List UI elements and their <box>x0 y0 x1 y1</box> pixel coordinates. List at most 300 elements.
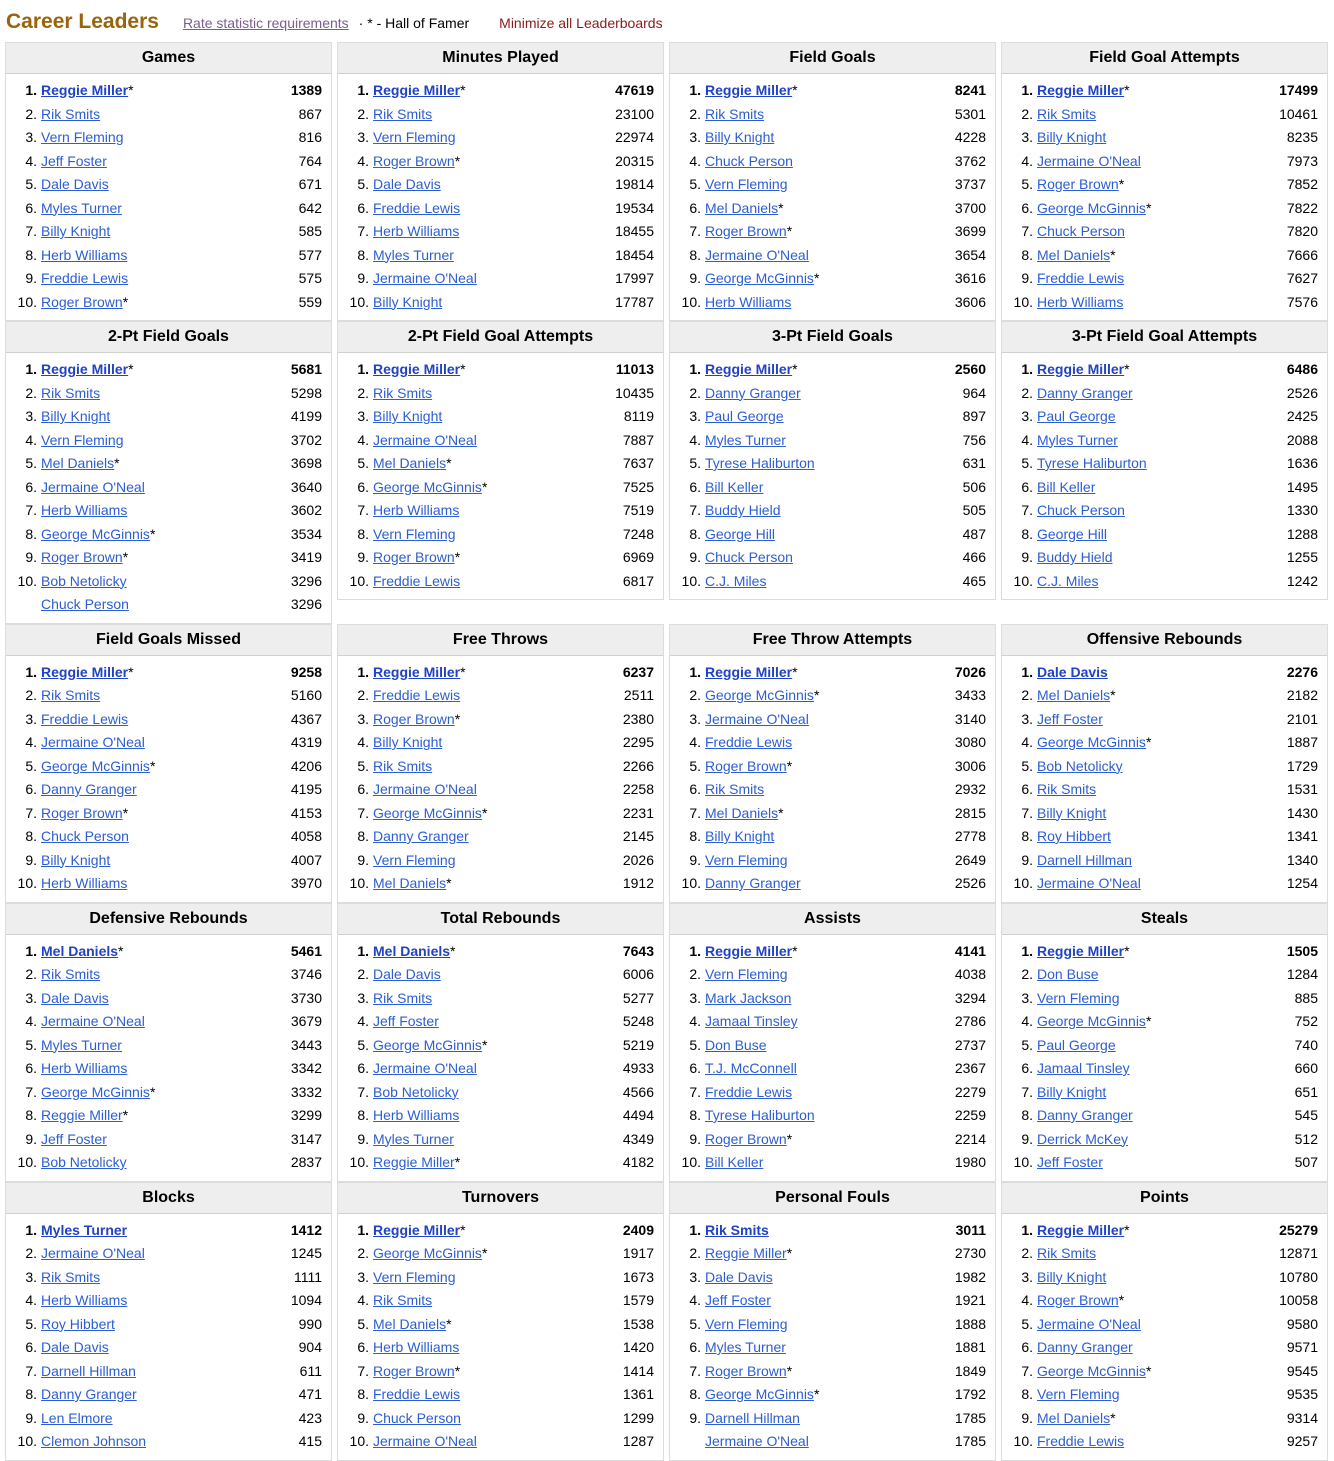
leaderboard-row <box>6 1266 331 1290</box>
player-link[interactable]: Danny Granger <box>1037 1107 1133 1123</box>
player-link[interactable]: Don Buse <box>1037 966 1099 982</box>
stat-value: 575 <box>298 270 322 286</box>
stat-value: 505 <box>962 502 986 518</box>
player-link[interactable]: Mel Daniels <box>1037 246 1111 263</box>
player-cell <box>1037 1128 1128 1152</box>
player-link[interactable]: Herb Williams <box>705 293 792 310</box>
rank: 9. <box>1021 549 1033 565</box>
leaderboard-row <box>338 661 663 685</box>
player-link[interactable]: Billy Knight <box>41 408 111 424</box>
player-link[interactable]: George McGinnis <box>1037 199 1146 216</box>
player-link[interactable]: Rik Smits <box>1037 105 1097 122</box>
rank: 1. <box>25 82 37 98</box>
player-link[interactable]: Mel Daniels <box>705 199 779 216</box>
player-link[interactable]: Paul George <box>1037 408 1116 424</box>
player-link[interactable]: Jermaine O'Neal <box>1037 875 1141 891</box>
player-cell <box>705 1219 769 1243</box>
player-link[interactable]: Roger Brown <box>373 152 455 169</box>
player-link[interactable]: Bob Netolicky <box>1037 757 1123 774</box>
player-link[interactable]: Bob Netolicky <box>373 1083 459 1100</box>
player-link[interactable]: Vern Fleming <box>41 129 124 145</box>
player-link[interactable]: Reggie Miller <box>1037 942 1125 959</box>
stat-value: 415 <box>298 1433 322 1449</box>
player-link[interactable]: Rik Smits <box>1037 781 1097 797</box>
player-link[interactable]: Billy Knight <box>373 293 443 310</box>
player-link[interactable]: Roger Brown <box>705 223 787 239</box>
player-link[interactable]: Jermaine O'Neal <box>373 431 477 448</box>
player-link[interactable]: Mel Daniels <box>373 455 447 471</box>
player-link[interactable]: Roger Brown <box>705 1362 787 1379</box>
player-cell <box>1037 987 1119 1011</box>
player-link[interactable]: Herb Williams <box>373 223 460 239</box>
player-link[interactable]: Buddy Hield <box>705 502 781 518</box>
player-cell <box>41 173 109 197</box>
player-link[interactable]: Myles Turner <box>373 1130 454 1147</box>
player-link[interactable]: Rik Smits <box>373 105 433 122</box>
rank: 8. <box>357 1386 369 1402</box>
minimize-all-leaderboards-link[interactable]: Minimize all Leaderboards <box>499 15 663 31</box>
player-link[interactable]: George McGinnis <box>705 1386 814 1402</box>
rank: 9. <box>25 1409 37 1426</box>
player-link[interactable]: Dale Davis <box>1037 663 1108 680</box>
player-link[interactable]: Rik Smits <box>705 781 765 797</box>
player-link[interactable]: Danny Granger <box>705 384 801 401</box>
player-link[interactable]: George Hill <box>705 525 776 542</box>
player-link[interactable]: Myles Turner <box>705 431 786 448</box>
player-link[interactable]: Dale Davis <box>41 1339 109 1355</box>
player-link[interactable]: George McGinnis <box>1037 1362 1146 1379</box>
player-link[interactable]: Rik Smits <box>373 1292 433 1308</box>
player-link[interactable]: Myles Turner <box>41 1221 128 1238</box>
player-link[interactable]: Paul George <box>1037 1036 1116 1053</box>
player-link[interactable]: Reggie Miller <box>373 82 461 98</box>
player-link[interactable]: Myles Turner <box>41 1036 122 1053</box>
player-link[interactable]: Rik Smits <box>1037 1245 1097 1261</box>
player-cell <box>1037 220 1125 244</box>
player-link[interactable]: Jermaine O'Neal <box>705 1433 809 1449</box>
player-link[interactable]: Tyrese Haliburton <box>705 1107 815 1123</box>
player-cell <box>373 1266 455 1290</box>
leaderboard-row <box>6 405 331 429</box>
leaderboard-row <box>670 499 995 523</box>
rate-statistic-requirements-link[interactable]: Rate statistic requirements <box>182 15 349 31</box>
player-link[interactable]: C.J. Miles <box>1037 572 1099 589</box>
player-link[interactable]: Jeff Foster <box>1037 710 1103 727</box>
player-link[interactable]: Bob Netolicky <box>41 572 127 589</box>
stat-value: 3746 <box>290 966 322 982</box>
player-link[interactable]: Billy Knight <box>1037 1268 1107 1285</box>
player-link[interactable]: Dale Davis <box>705 1268 773 1285</box>
hall-of-fame-marker: * <box>122 1107 129 1123</box>
rank: 10. <box>349 293 369 310</box>
player-link[interactable]: Darnell Hillman <box>41 1362 136 1379</box>
player-link[interactable]: Reggie Miller <box>41 1107 123 1123</box>
player-link[interactable]: Jermaine O'Neal <box>41 734 145 750</box>
leaderboard-row <box>338 1034 663 1058</box>
player-link[interactable]: George McGinnis <box>705 270 814 286</box>
player-link[interactable]: Reggie Miller <box>41 361 129 377</box>
player-link[interactable]: Reggie Miller <box>1037 82 1125 98</box>
player-link[interactable]: Rik Smits <box>373 989 433 1006</box>
player-link[interactable]: C.J. Miles <box>705 572 767 589</box>
stat-value: 2409 <box>622 1221 654 1238</box>
player-link[interactable]: Herb Williams <box>41 1060 128 1076</box>
leaderboard-row <box>670 382 995 406</box>
leaderboard-row <box>1002 405 1327 429</box>
stat-value: 2088 <box>1286 431 1318 448</box>
player-link[interactable]: T.J. McConnell <box>705 1060 797 1076</box>
player-link[interactable]: George Hill <box>1037 525 1108 542</box>
player-link[interactable]: Dale Davis <box>373 966 441 982</box>
player-link[interactable]: Reggie Miller <box>705 942 793 959</box>
player-link[interactable]: Bill Keller <box>705 478 764 495</box>
player-link[interactable]: Rik Smits <box>705 105 765 122</box>
stat-value: 1917 <box>622 1245 654 1261</box>
player-cell <box>705 661 798 685</box>
player-cell <box>705 1383 819 1407</box>
player-link[interactable]: Freddie Lewis <box>1037 270 1125 286</box>
player-link[interactable]: Roger Brown <box>373 710 455 727</box>
player-link[interactable]: Roger Brown <box>705 1130 787 1147</box>
stat-value: 1420 <box>622 1339 654 1355</box>
player-link[interactable]: Chuck Person <box>373 1409 461 1426</box>
player-link[interactable]: Danny Granger <box>41 781 137 797</box>
player-link[interactable]: Roger Brown <box>373 549 455 565</box>
player-link[interactable]: Roy Hibbert <box>1037 828 1111 844</box>
player-link[interactable]: Billy Knight <box>373 734 443 750</box>
rank: 4. <box>357 431 369 448</box>
player-link[interactable]: George McGinnis <box>41 1083 150 1100</box>
player-link[interactable]: Vern Fleming <box>1037 1386 1120 1402</box>
stat-value: 11013 <box>615 361 654 377</box>
player-link[interactable]: Jermaine O'Neal <box>373 1433 477 1449</box>
player-link[interactable]: Mel Daniels <box>373 875 447 891</box>
player-link[interactable]: Mel Daniels <box>41 942 119 959</box>
player-link[interactable]: Chuck Person <box>1037 502 1125 518</box>
player-link[interactable]: Jeff Foster <box>705 1292 771 1308</box>
leaderboards-grid <box>5 42 1328 1461</box>
player-link[interactable]: Roger Brown <box>41 549 123 565</box>
player-link[interactable]: Vern Fleming <box>705 1315 788 1332</box>
player-link[interactable]: Chuck Person <box>41 828 129 844</box>
player-link[interactable]: Vern Fleming <box>373 1268 456 1285</box>
player-link[interactable]: Billy Knight <box>41 851 111 868</box>
rank: 4. <box>357 734 369 750</box>
player-cell <box>373 849 455 873</box>
player-link[interactable]: George McGinnis <box>41 757 150 774</box>
player-link[interactable]: Chuck Person <box>705 152 793 169</box>
player-link[interactable]: Jeff Foster <box>1037 1154 1103 1170</box>
player-link[interactable]: Freddie Lewis <box>41 710 129 727</box>
player-cell <box>705 940 798 964</box>
player-link[interactable]: Jermaine O'Neal <box>373 781 477 797</box>
player-link[interactable]: Reggie Miller <box>705 663 793 680</box>
player-cell <box>41 1128 107 1152</box>
rank: 8. <box>1021 246 1033 263</box>
player-link[interactable]: Billy Knight <box>373 408 443 424</box>
player-link[interactable]: Roger Brown <box>373 1362 455 1379</box>
player-link[interactable]: Jeff Foster <box>41 1130 107 1147</box>
player-link[interactable]: Vern Fleming <box>373 851 456 868</box>
player-link[interactable]: Myles Turner <box>373 246 454 263</box>
player-link[interactable]: Reggie Miller <box>373 1154 455 1170</box>
player-link[interactable]: Rik Smits <box>41 966 101 982</box>
player-link[interactable]: Jermaine O'Neal <box>705 710 809 727</box>
player-link[interactable]: Reggie Miller <box>705 1245 787 1261</box>
player-link[interactable]: Rik Smits <box>41 105 101 122</box>
leaderboard-row <box>338 849 663 873</box>
player-link[interactable]: Dale Davis <box>41 176 109 192</box>
player-link[interactable]: Danny Granger <box>705 875 801 891</box>
player-link[interactable]: Vern Fleming <box>705 966 788 982</box>
player-link[interactable]: Mel Daniels <box>41 455 115 471</box>
player-link[interactable]: Roger Brown <box>1037 176 1119 192</box>
leaderboard-row <box>1002 1057 1327 1081</box>
player-cell <box>373 291 442 315</box>
hall-of-fame-marker: * <box>450 942 456 959</box>
player-cell <box>373 1219 466 1243</box>
player-link[interactable]: Jermaine O'Neal <box>41 1013 145 1029</box>
player-link[interactable]: Rik Smits <box>41 1268 101 1285</box>
player-link[interactable]: Herb Williams <box>41 875 128 891</box>
leaderboard-row <box>6 546 331 570</box>
rank: 9. <box>689 270 701 286</box>
player-cell <box>705 405 784 429</box>
player-link[interactable]: Myles Turner <box>1037 431 1118 448</box>
player-link[interactable]: Danny Granger <box>1037 384 1133 401</box>
stat-value: 4141 <box>954 942 986 959</box>
rank: 3. <box>689 129 701 145</box>
player-link[interactable]: Reggie Miller <box>705 82 793 98</box>
player-link[interactable]: Billy Knight <box>41 223 111 239</box>
leaderboard-rows <box>1002 935 1327 1181</box>
player-link[interactable]: Freddie Lewis <box>373 1386 461 1402</box>
leaderboard-row <box>1002 79 1327 103</box>
player-link[interactable]: Reggie Miller <box>373 1221 461 1238</box>
stat-value: 12871 <box>1279 1245 1318 1261</box>
stat-value: 2279 <box>954 1083 986 1100</box>
leaderboard-row <box>1002 778 1327 802</box>
player-link[interactable]: Mel Daniels <box>373 942 451 959</box>
player-cell <box>705 1151 763 1175</box>
leaderboard-row <box>6 661 331 685</box>
stat-value: 6817 <box>622 572 654 589</box>
leaderboard-row <box>1002 570 1327 594</box>
player-cell <box>373 802 487 826</box>
player-link[interactable]: Billy Knight <box>1037 804 1107 821</box>
player-link[interactable]: Reggie Miller <box>41 82 129 98</box>
player-cell <box>41 987 109 1011</box>
player-link[interactable]: Darnell Hillman <box>705 1409 800 1426</box>
player-link[interactable]: Chuck Person <box>41 596 129 612</box>
player-link[interactable]: Billy Knight <box>705 129 775 145</box>
player-link[interactable]: Rik Smits <box>41 384 101 401</box>
player-link[interactable]: Herb Williams <box>1037 293 1124 310</box>
rank: 4. <box>25 734 37 750</box>
leaderboard-row <box>338 79 663 103</box>
player-link[interactable]: Vern Fleming <box>1037 989 1120 1006</box>
player-link[interactable]: Rik Smits <box>705 1221 769 1238</box>
player-link[interactable]: Jermaine O'Neal <box>41 478 145 495</box>
player-link[interactable]: Myles Turner <box>41 199 122 216</box>
player-link[interactable]: Freddie Lewis <box>41 270 129 286</box>
player-link[interactable]: Reggie Miller <box>373 663 461 680</box>
player-link[interactable]: Vern Fleming <box>373 129 456 145</box>
player-cell <box>1037 452 1147 476</box>
player-link[interactable]: George McGinnis <box>41 525 150 542</box>
player-link[interactable]: Darnell Hillman <box>1037 851 1132 868</box>
player-link[interactable]: Herb Williams <box>373 502 460 518</box>
player-link[interactable]: Freddie Lewis <box>373 687 461 703</box>
rank: 6. <box>25 199 37 216</box>
rank: 5. <box>1021 1315 1033 1332</box>
player-cell <box>705 358 798 382</box>
player-link[interactable]: Danny Granger <box>373 828 469 844</box>
rank: 6. <box>25 478 37 495</box>
player-cell <box>1037 382 1133 406</box>
player-link[interactable]: Rik Smits <box>41 687 101 703</box>
player-link[interactable]: Jeff Foster <box>41 152 107 169</box>
player-link[interactable]: Herb Williams <box>373 1339 460 1355</box>
leaderboard-row <box>1002 755 1327 779</box>
player-link[interactable]: Herb Williams <box>41 502 128 518</box>
leaderboard-row <box>338 546 663 570</box>
player-link[interactable]: George McGinnis <box>373 478 482 495</box>
player-link[interactable]: Herb Williams <box>373 1107 460 1123</box>
player-cell <box>705 963 787 987</box>
player-link[interactable]: Mark Jackson <box>705 989 792 1006</box>
player-link[interactable]: Len Elmore <box>41 1409 113 1426</box>
rank: 2. <box>357 966 369 982</box>
player-link[interactable]: Roy Hibbert <box>41 1315 115 1332</box>
player-link[interactable]: Paul George <box>705 408 784 424</box>
rank: 5. <box>1021 757 1033 774</box>
player-link[interactable]: Herb Williams <box>41 246 128 263</box>
player-link[interactable]: Reggie Miller <box>1037 1221 1125 1238</box>
leaderboard-row <box>6 150 331 174</box>
leaderboard-row <box>1002 220 1327 244</box>
leaderboard-rows <box>670 74 995 320</box>
stat-value: 2730 <box>954 1245 986 1261</box>
hall-of-fame-marker: * <box>813 1386 820 1402</box>
player-cell <box>705 150 793 174</box>
player-link[interactable]: Mel Daniels <box>373 1315 447 1332</box>
player-link[interactable]: Reggie Miller <box>1037 361 1125 377</box>
player-link[interactable]: Billy Knight <box>705 828 775 844</box>
player-link[interactable]: George McGinnis <box>373 1245 482 1261</box>
player-link[interactable]: Jermaine O'Neal <box>373 270 477 286</box>
player-link[interactable]: Jermaine O'Neal <box>373 1060 477 1076</box>
player-link[interactable]: Vern Fleming <box>373 525 456 542</box>
player-link[interactable]: Roger Brown <box>41 293 123 310</box>
player-link[interactable]: Chuck Person <box>1037 223 1125 239</box>
player-link[interactable]: Mel Daniels <box>1037 1409 1111 1426</box>
leaderboard-rows <box>1002 353 1327 599</box>
player-link[interactable]: Jamaal Tinsley <box>1037 1060 1130 1076</box>
leaderboard-row <box>6 731 331 755</box>
player-link[interactable]: Clemon Johnson <box>41 1433 147 1449</box>
rank: 1. <box>1021 942 1033 959</box>
player-link[interactable]: Vern Fleming <box>41 431 124 448</box>
player-link[interactable]: Vern Fleming <box>705 176 788 192</box>
player-link[interactable]: Mel Daniels <box>1037 687 1111 703</box>
player-link[interactable]: Dale Davis <box>41 989 109 1006</box>
player-link[interactable]: George McGinnis <box>1037 1013 1146 1029</box>
player-cell <box>1037 1313 1141 1337</box>
player-link[interactable]: Roger Brown <box>1037 1292 1119 1308</box>
player-link[interactable]: Dale Davis <box>373 176 441 192</box>
player-link[interactable]: Freddie Lewis <box>373 572 461 589</box>
player-link[interactable]: Rik Smits <box>373 757 433 774</box>
leaderboard-row <box>1002 499 1327 523</box>
leaderboard-turnovers <box>337 1182 664 1461</box>
player-link[interactable]: Jermaine O'Neal <box>705 246 809 263</box>
rank: 4. <box>689 152 701 169</box>
player-link[interactable]: Tyrese Haliburton <box>1037 455 1147 471</box>
player-link[interactable]: Chuck Person <box>705 549 793 565</box>
player-link[interactable]: Roger Brown <box>41 804 123 821</box>
player-link[interactable]: Jermaine O'Neal <box>41 1245 145 1261</box>
player-link[interactable]: Jermaine O'Neal <box>1037 152 1141 169</box>
player-link[interactable]: Billy Knight <box>1037 1083 1107 1100</box>
leaderboard-rows <box>338 74 663 320</box>
stat-value: 1245 <box>290 1245 322 1261</box>
player-link[interactable]: Freddie Lewis <box>373 199 461 216</box>
player-link[interactable]: Vern Fleming <box>705 851 788 868</box>
player-link[interactable]: Reggie Miller <box>41 663 129 680</box>
leaderboard-row <box>1002 1081 1327 1105</box>
player-link[interactable]: Jamaal Tinsley <box>705 1013 798 1029</box>
player-cell <box>705 103 764 127</box>
player-link[interactable]: Jeff Foster <box>373 1013 439 1029</box>
player-link[interactable]: Reggie Miller <box>705 361 793 377</box>
rank: 5. <box>1021 455 1033 471</box>
player-link[interactable]: Bill Keller <box>1037 478 1096 495</box>
player-link[interactable]: Reggie Miller <box>373 361 461 377</box>
player-link[interactable]: Mel Daniels <box>705 804 779 821</box>
player-link[interactable]: Bob Netolicky <box>41 1154 127 1170</box>
player-link[interactable]: Herb Williams <box>41 1292 128 1308</box>
leaderboard-row <box>6 802 331 826</box>
player-link[interactable]: Derrick McKey <box>1037 1130 1129 1147</box>
player-link[interactable]: Danny Granger <box>1037 1339 1133 1355</box>
player-link[interactable]: Buddy Hield <box>1037 549 1113 565</box>
player-link[interactable]: Myles Turner <box>705 1339 786 1355</box>
player-link[interactable]: George McGinnis <box>373 804 482 821</box>
player-link[interactable]: Freddie Lewis <box>705 1083 793 1100</box>
player-link[interactable]: George McGinnis <box>1037 734 1146 750</box>
player-link[interactable]: Roger Brown <box>705 757 787 774</box>
player-link[interactable]: Tyrese Haliburton <box>705 455 815 471</box>
player-link[interactable]: George McGinnis <box>705 687 814 703</box>
leaderboard-row <box>1002 708 1327 732</box>
player-cell <box>705 173 787 197</box>
player-link[interactable]: Bill Keller <box>705 1154 764 1170</box>
player-cell <box>373 220 459 244</box>
leaderboard-row <box>1002 1383 1327 1407</box>
leaderboard-row <box>6 1242 331 1266</box>
player-link[interactable]: Danny Granger <box>41 1386 137 1402</box>
player-link[interactable]: Don Buse <box>705 1036 767 1053</box>
player-link[interactable]: George McGinnis <box>373 1036 482 1053</box>
player-link[interactable]: Rik Smits <box>373 384 433 401</box>
stat-value: 1288 <box>1286 525 1318 542</box>
player-cell <box>373 987 432 1011</box>
player-link[interactable]: Freddie Lewis <box>1037 1433 1125 1449</box>
player-link[interactable]: Jermaine O'Neal <box>1037 1315 1141 1332</box>
player-link[interactable]: Billy Knight <box>1037 129 1107 145</box>
player-link[interactable]: Freddie Lewis <box>705 734 793 750</box>
